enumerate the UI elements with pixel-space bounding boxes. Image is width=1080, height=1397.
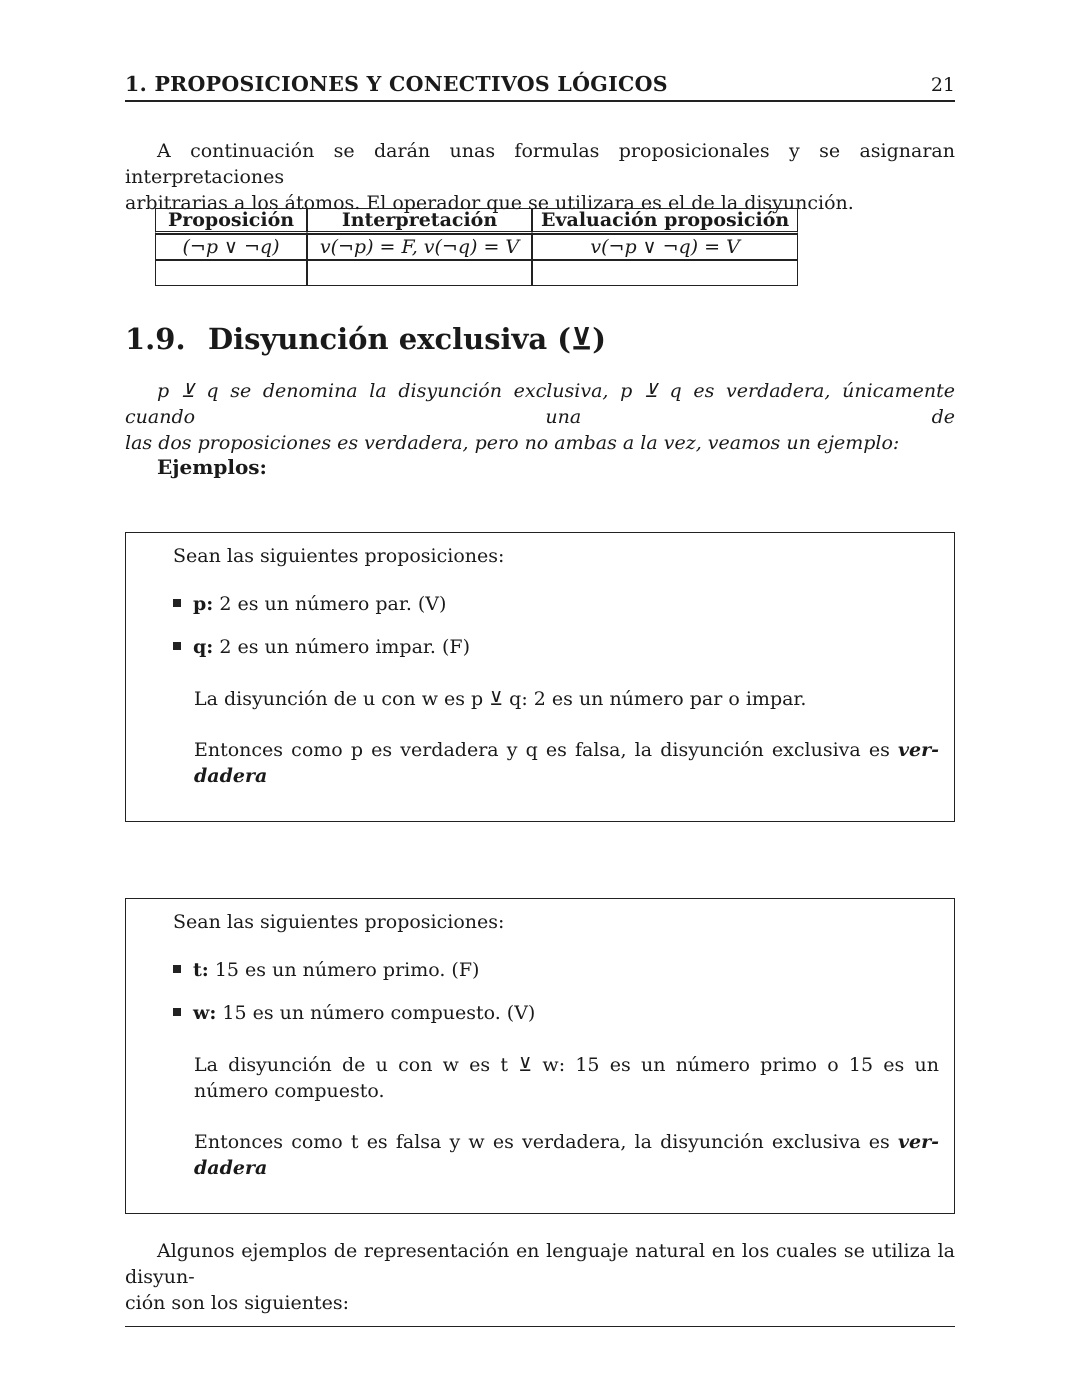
conclusion-emphasis: dadera xyxy=(194,765,268,787)
section-number: 1.9. xyxy=(125,322,186,356)
bullet-icon xyxy=(173,965,181,973)
definition-line-1: p ⊻ q se denomina la disyunción exclusiva, p ⊻ q es verdadera, únicamente cuando una de xyxy=(125,380,955,428)
table-row xyxy=(155,260,798,286)
interpretation-table xyxy=(155,208,798,286)
intro-line-2: arbitrarias a los átomos. El operador que se utilizara es el de la disyunción. xyxy=(125,192,854,214)
table-cell: v(¬p ∨ ¬q) = V xyxy=(532,234,798,260)
table-header-evaluacion: Evaluación proposición xyxy=(532,208,798,234)
chapter-title: 1. PROPOSICIONES Y CONECTIVOS LÓGICOS xyxy=(125,72,668,96)
proposition-label: w: xyxy=(193,1002,217,1024)
proposition-label: q: xyxy=(193,636,214,658)
conclusion-line: Entonces como t es falsa y w es verdadera, la disyunción exclusiva es xyxy=(194,1131,890,1153)
conclusion-emphasis: ver- xyxy=(897,739,939,761)
list-item xyxy=(173,593,446,615)
example-intro: Sean las siguientes proposiciones: xyxy=(173,911,505,933)
table-cell: (¬p ∨ ¬q) xyxy=(155,234,307,260)
conclusion-text xyxy=(194,737,939,789)
section-heading xyxy=(125,322,606,356)
table-row xyxy=(155,234,798,260)
bullet-icon xyxy=(173,1008,181,1016)
closing-line-2: ción son los siguientes: xyxy=(125,1292,350,1314)
conclusion-emphasis: ver- xyxy=(897,1131,939,1153)
footer-rule xyxy=(125,1326,955,1327)
disjunction-text xyxy=(194,1052,939,1104)
table-cell xyxy=(155,260,307,286)
table-cell: v(¬p) = F, v(¬q) = V xyxy=(307,234,532,260)
disjunction-text: La disyunción de u con w es p ⊻ q: 2 es un número par o impar. xyxy=(194,688,807,710)
table-cell xyxy=(307,260,532,286)
conclusion-emphasis: dadera xyxy=(194,1157,268,1179)
table-header-interpretacion: Interpretación xyxy=(307,208,532,234)
table-cell xyxy=(532,260,798,286)
proposition-label: p: xyxy=(193,593,214,615)
example-box-1 xyxy=(125,532,955,822)
table-header-row xyxy=(155,208,798,234)
table-header-proposicion: Proposición xyxy=(155,208,307,234)
bullet-icon xyxy=(173,599,181,607)
conclusion-line: Entonces como p es verdadera y q es falsa, la disyunción exclusiva es xyxy=(194,739,890,761)
examples-label: Ejemplos: xyxy=(157,455,267,479)
list-item xyxy=(173,1002,535,1024)
proposition-text: 2 es un número impar. (F) xyxy=(219,636,470,658)
list-item xyxy=(173,959,479,981)
intro-paragraph xyxy=(125,138,955,216)
proposition-text: 2 es un número par. (V) xyxy=(219,593,447,615)
definition-line-2: las dos proposiciones es verdadera, pero no ambas a la vez, veamos un ejemplo: xyxy=(125,432,900,454)
section-title: Disyunción exclusiva (⊻) xyxy=(208,322,606,356)
disjunction-line: La disyunción de u con w es t ⊻ w: 15 es un número primo o 15 es un xyxy=(194,1054,939,1076)
definition-paragraph xyxy=(125,378,955,456)
conclusion-text xyxy=(194,1129,939,1181)
proposition-text: 15 es un número compuesto. (V) xyxy=(222,1002,536,1024)
list-item xyxy=(173,636,470,658)
bullet-icon xyxy=(173,642,181,650)
page-number: 21 xyxy=(930,74,955,96)
intro-line-1: A continuación se darán unas formulas proposicionales y se asignaran interpretaciones xyxy=(125,140,955,188)
disjunction-line: número compuesto. xyxy=(194,1080,385,1102)
closing-paragraph xyxy=(125,1238,955,1316)
example-box-2 xyxy=(125,898,955,1214)
closing-line-1: Algunos ejemplos de representación en lenguaje natural en los cuales se utiliza la disyun- xyxy=(125,1240,955,1288)
running-header xyxy=(125,72,955,102)
proposition-text: 15 es un número primo. (F) xyxy=(214,959,480,981)
example-intro: Sean las siguientes proposiciones: xyxy=(173,545,505,567)
proposition-label: t: xyxy=(193,959,209,981)
